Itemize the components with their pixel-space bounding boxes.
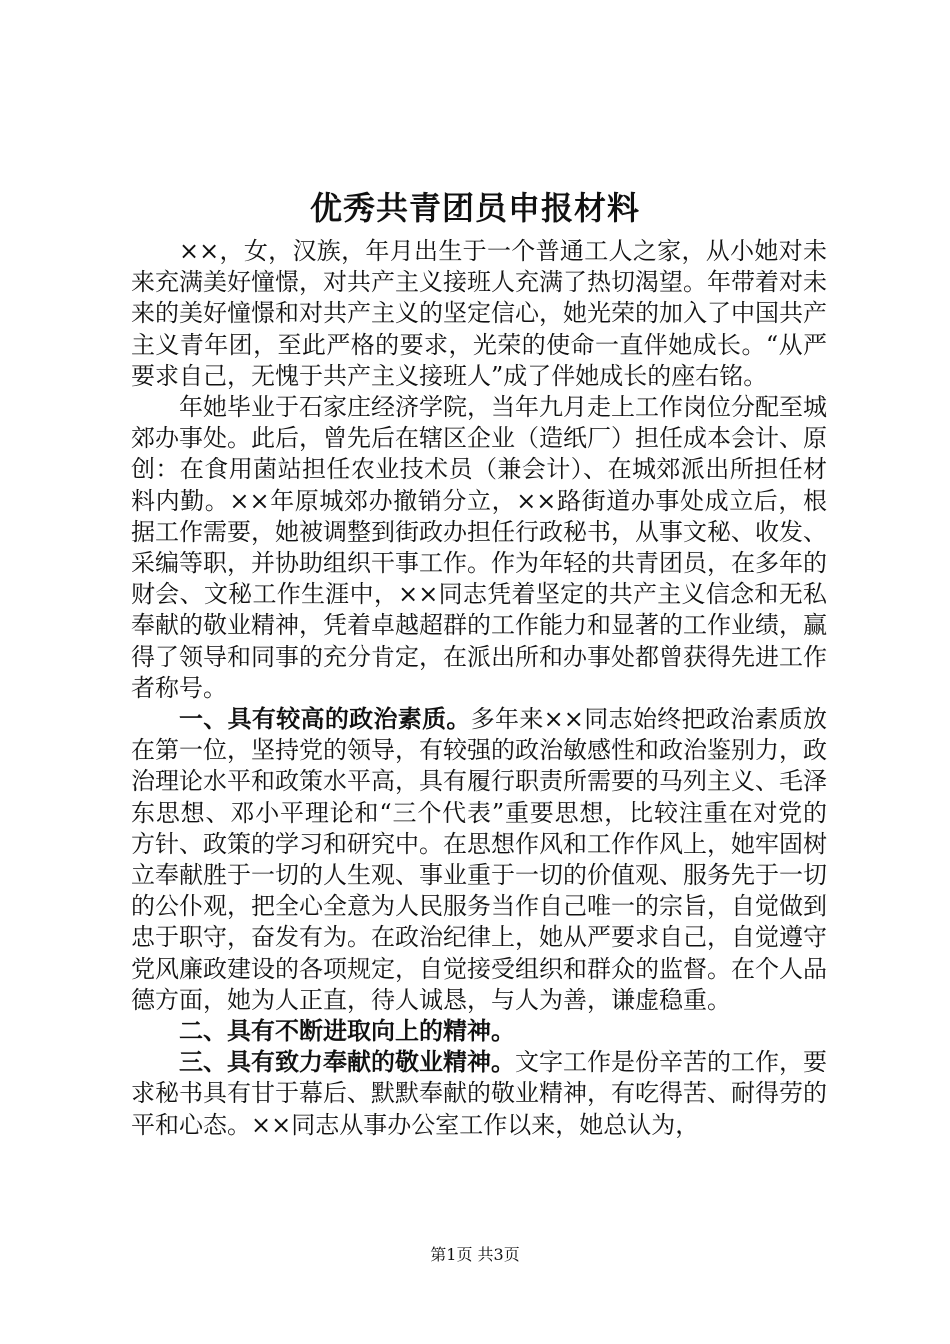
paragraph-3 (131, 704, 827, 1016)
paragraph-5-heading: 三、具有致力奉献的敬业精神。 (179, 1048, 515, 1077)
paragraph-3-text: 多年来××同志始终把政治素质放在第一位，坚持党的领导，有较强的政治敏感性和政治鉴别力，政治理论水平和政策水平高，具有履行职责所需要的马列主义、毛泽东思想、邓小平理论和“三个代表”重要思想，比较注重在对党的方针、政策的学习和研究中。在思想作风和工作作风上，她牢固树立奉献胜于一切的人生观、事业重于一切的价值观、服务先于一切的公仆观，把全心全意为人民服务当作自己唯一的宗旨，自觉做到忠于职守，奋发有为。在政治纪律上，她从严要求自己，自觉遵守党风廉政建设的各项规定，自觉接受组织和群众的监督。在个人品德方面，她为人正直，待人诚恳，与人为善，谦虚稳重。 (131, 705, 827, 1014)
paragraph-5-text: 文字工作是份辛苦的工作，要求秘书具有甘于幕后、默默奉献的敬业精神，有吃得苦、耐得劳的平和心态。××同志从事办公室工作以来，她总认为， (131, 1048, 827, 1139)
paragraph-5 (131, 1047, 827, 1141)
paragraph-4-heading: 二、具有不断进取向上的精神。 (179, 1017, 515, 1046)
paragraph-1 (131, 236, 827, 392)
paragraph-4 (131, 1016, 827, 1047)
paragraph-1-text: ××，女，汉族，年月出生于一个普通工人之家，从小她对未来充满美好憧憬，对共产主义接班人充满了热切渴望。年带着对未来的美好憧憬和对共产主义的坚定信心，她光荣的加入了中国共产主义青年团，至此严格的要求，光荣的使命一直伴她成长。“从严要求自己，无愧于共产主义接班人”成了伴她成长的座右铭。 (131, 237, 827, 390)
page-footer: 第1页 共3页 (430, 1245, 520, 1264)
paragraph-3-heading: 一、具有较高的政治素质。 (179, 705, 471, 734)
paragraph-2-text: 年她毕业于石家庄经济学院，当年九月走上工作岗位分配至城郊办事处。此后，曾先后在辖区企业（造纸厂）担任成本会计、原创：在食用菌站担任农业技术员（兼会计）、在城郊派出所担任材料内勤。××年原城郊办撤销分立，××路街道办事处成立后，根据工作需要，她被调整到街政办担任行政秘书，从事文秘、收发、采编等职，并协助组织干事工作。作为年轻的共青团员，在多年的财会、文秘工作生涯中，××同志凭着坚定的共产主义信念和无私奉献的敬业精神，凭着卓越超群的工作能力和显著的工作业绩，赢得了领导和同事的充分肯定，在派出所和办事处都曾获得先进工作者称号。 (131, 393, 827, 702)
paragraph-2 (131, 392, 827, 704)
document-body (131, 236, 827, 1141)
document-title: 优秀共青团员申报材料 (309, 189, 640, 227)
